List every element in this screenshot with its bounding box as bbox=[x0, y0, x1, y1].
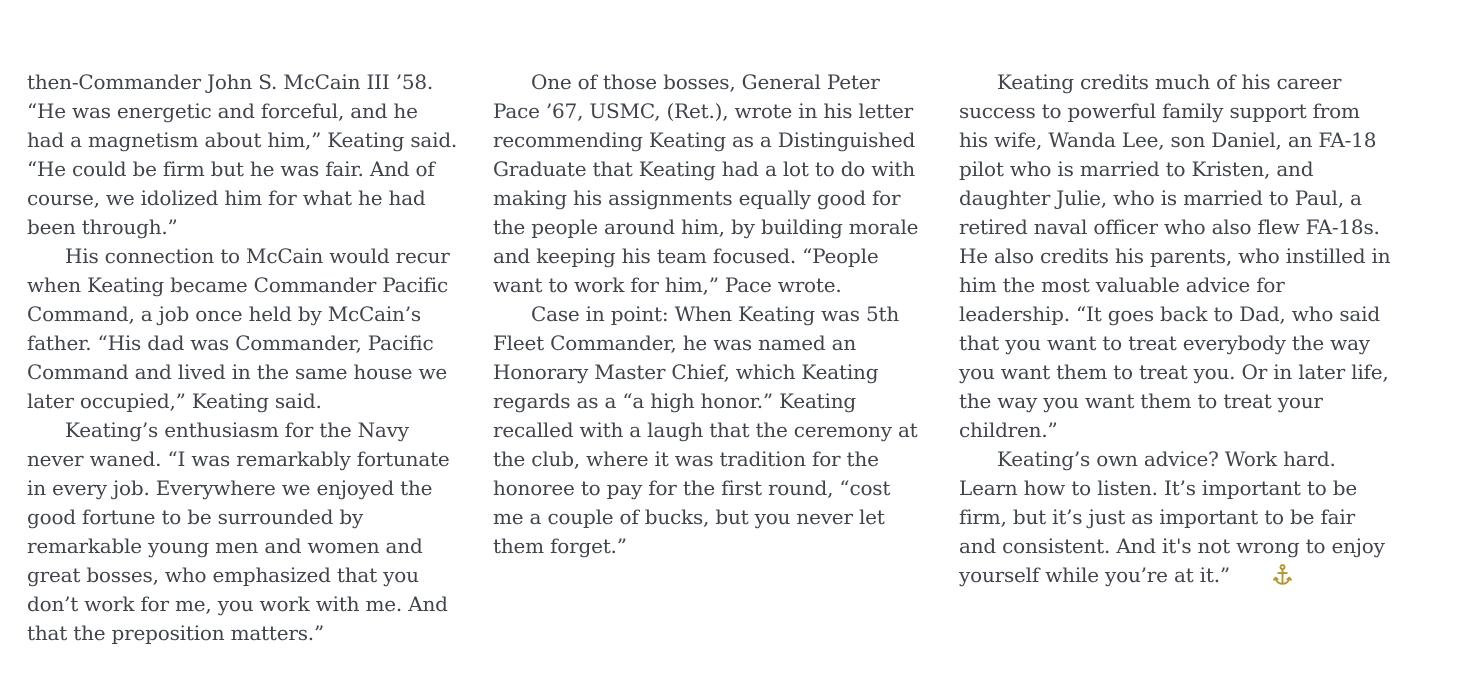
text-column-3 bbox=[959, 68, 1392, 648]
paragraph: Keating’s enthusiasm for the Navy never waned. “I was remarkably fortunate in every job. Everywhere we enjoyed the good fortune to be surrounded by remarkable young men and women and great bosses, who emphasized that you don’t work for me, you work with me. And that the preposition matters.” bbox=[27, 418, 450, 645]
paragraph-final bbox=[959, 445, 1392, 594]
paragraph: His connection to McCain would recur when Keating became Commander Pacific Command, a job once held by McCain’s father. “His dad was Commander, Pacific Command and lived in the same house we later occupied,” Keating said. bbox=[27, 244, 450, 413]
article-columns bbox=[27, 68, 1426, 648]
paragraph: Case in point: When Keating was 5th Fleet Commander, he was named an Honorary Master Chief, which Keating regards as a “a high honor.” Keating recalled with a laugh that the ceremony at the club, where it was tradition for the honoree to pay for the first round, “cost me a couple of bucks, but you never let them forget.” bbox=[493, 302, 918, 558]
paragraph: One of those bosses, General Peter Pace ’67, USMC, (Ret.), wrote in his letter recommending Keating as a Distinguished Graduate that Keating had a lot to do with making his assignments equally good for the people around him, by building morale and keeping his team focused. “People want to work for him,” Pace wrote. bbox=[493, 70, 919, 297]
text-column-1 bbox=[27, 68, 460, 648]
anchor-icon bbox=[1235, 564, 1292, 594]
paragraph-continuation: then-Commander John S. McCain III ’58. “He was energetic and forceful, and he had a magnetism about him,” Keating said. “He could be firm but he was fair. And of course, we idolized him for what he had been through.” bbox=[27, 70, 458, 239]
paragraph-text: Keating’s own advice? Work hard. Learn how to listen. It’s important to be firm, but it’s just as important to be fair and consistent. And it's not wrong to enjoy yourself while you’re at it.” bbox=[959, 447, 1385, 587]
text-column-2 bbox=[493, 68, 926, 648]
paragraph: Keating credits much of his career success to powerful family support from his wife, Wanda Lee, son Daniel, an FA-18 pilot who is married to Kristen, and daughter Julie, who is married to Paul, a retired naval officer who also flew FA-18s. He also credits his parents, who instilled in him the most valuable advice for leadership. “It goes back to Dad, who said that you want to treat everybody the way you want them to treat you. Or in later life, the way you want them to treat your children.” bbox=[959, 70, 1391, 442]
